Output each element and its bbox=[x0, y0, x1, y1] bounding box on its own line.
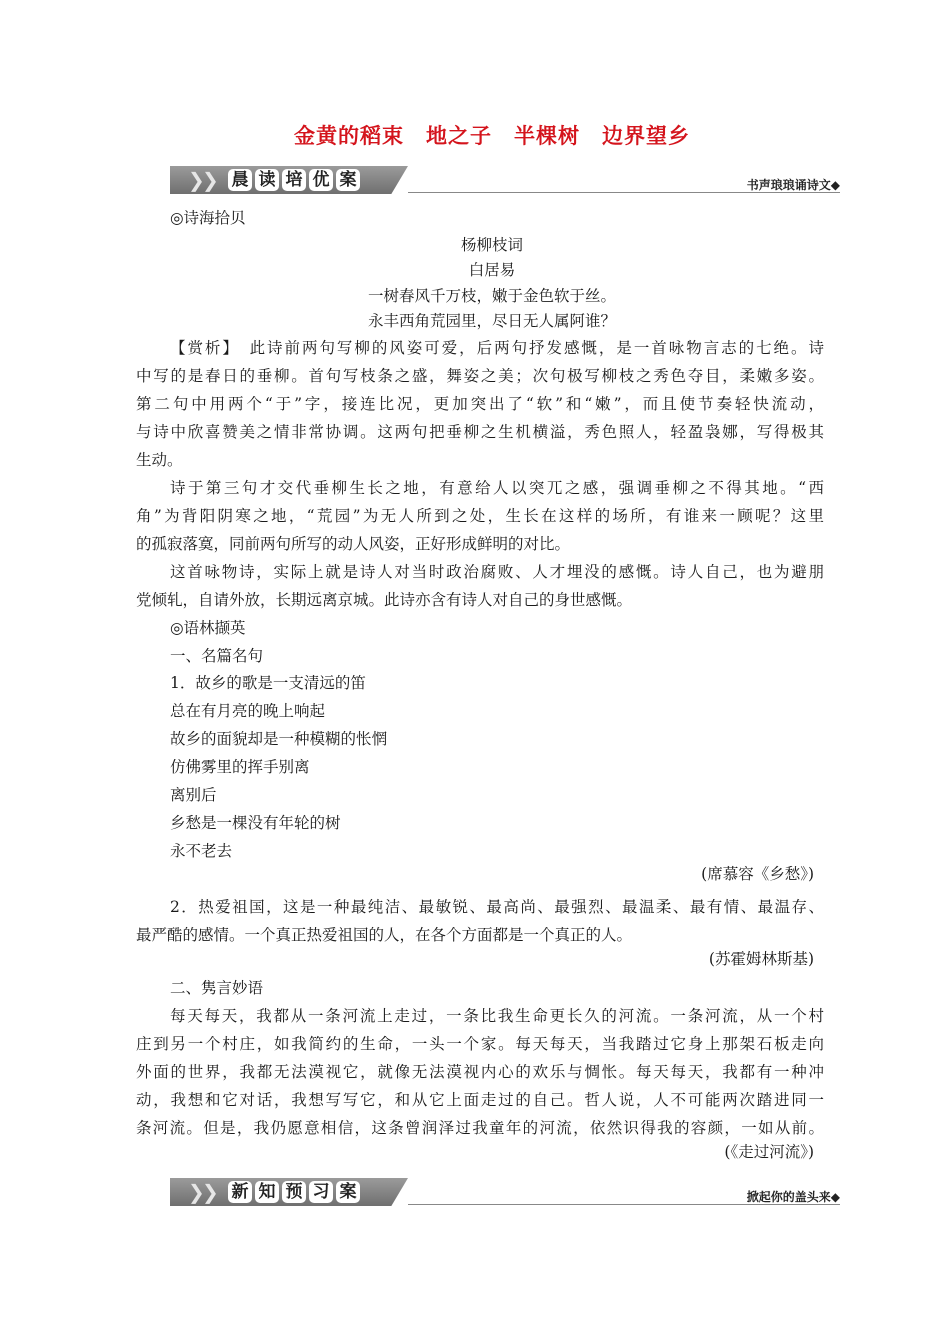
sub-heading: 二、隽言妙语 bbox=[170, 979, 264, 997]
banner-char: 案 bbox=[336, 1181, 360, 1203]
poem-line: 永丰西角荒园里，尽日无人属阿谁？ bbox=[367, 312, 616, 330]
section-banner-morning-reading bbox=[170, 166, 840, 196]
banner-char: 优 bbox=[309, 169, 333, 191]
quote-line: 最严酷的感情。一个真正热爱祖国的人，在各个方面都是一个真正的人。 bbox=[136, 926, 633, 944]
banner-char: 晨 bbox=[228, 169, 252, 191]
quote-line: 永不老去 bbox=[170, 842, 233, 860]
chevron-right-icon: ❯ bbox=[188, 1180, 205, 1204]
poem-author: 白居易 bbox=[468, 261, 516, 279]
analysis-line: 第二句中用两个“于”字，接连比况，更加突出了“软”和“嫩”，而且使节奏轻快流动， bbox=[136, 395, 824, 413]
section-banner-preview bbox=[170, 1178, 840, 1208]
page-title: 金黄的稻束 地之子 半棵树 边界望乡 bbox=[294, 124, 690, 148]
quote-line: 离别后 bbox=[170, 786, 217, 804]
banner-char: 读 bbox=[255, 169, 279, 191]
banner-char: 案 bbox=[336, 169, 360, 191]
essay-line: 每天每天，我都从一条河流上走过，一条比我生命更长久的河流。一条河流，从一个村 bbox=[170, 1007, 824, 1025]
essay-line: 条河流。但是，我仍愿意相信，这条曾润泽过我童年的河流，依然识得我的容颜，一如从前。 bbox=[136, 1119, 824, 1137]
analysis-line: 诗于第三句才交代垂柳生长之地，有意给人以突兀之感，强调垂柳之不得其地。“西 bbox=[170, 479, 824, 497]
banner-char: 习 bbox=[309, 1181, 333, 1203]
banner-char: 预 bbox=[282, 1181, 306, 1203]
analysis-line: 中写的是春日的垂柳。首句写枝条之盛，舞姿之美；次句极写柳枝之秀色夺目，柔嫩多姿。 bbox=[136, 367, 824, 385]
quote-line: 总在有月亮的晚上响起 bbox=[170, 702, 326, 720]
banner-label bbox=[228, 169, 360, 191]
section-heading-words: ◎语林撷英 bbox=[170, 619, 246, 637]
essay-line: 动，我想和它对话，我想写写它，和从它上面走过的自己。哲人说，人不可能两次踏进同一 bbox=[136, 1091, 824, 1109]
quote-line: 仿佛雾里的挥手别离 bbox=[170, 758, 310, 776]
analysis-line: 角”为背阳阴寒之地，“荒园”为无人所到之处，生长在这样的场所，有谁来一顾呢？这里 bbox=[136, 507, 824, 525]
essay-line: 外面的世界，我都无法漠视它，就像无法漠视内心的欢乐与惆怅。每天每天，我都有一种冲 bbox=[136, 1063, 824, 1081]
poem-title: 杨柳枝词 bbox=[460, 236, 523, 254]
section-heading-poetry: ◎诗海拾贝 bbox=[170, 209, 246, 227]
banner-char: 培 bbox=[282, 169, 306, 191]
banner-char: 新 bbox=[228, 1181, 252, 1203]
sub-heading: 一、名篇名句 bbox=[170, 647, 264, 665]
analysis-line: 党倾轧，自请外放，长期远离京城。此诗亦含有诗人对自己的身世感慨。 bbox=[136, 591, 633, 609]
analysis-line: 【赏析】 此诗前两句写柳的风姿可爱，后两句抒发感慨，是一首咏物言志的七绝。诗 bbox=[170, 339, 824, 357]
analysis-line: 生动。 bbox=[136, 451, 183, 469]
chevron-right-icon: ❯ bbox=[202, 168, 219, 192]
banner-char: 知 bbox=[255, 1181, 279, 1203]
quote-line: 1．故乡的歌是一支清远的笛 bbox=[170, 674, 366, 692]
chevron-right-icon: ❯ bbox=[188, 168, 205, 192]
banner-tagline: 书声琅琅诵诗文◆ bbox=[746, 178, 840, 192]
analysis-line: 的孤寂落寞，同前两句所写的动人风姿，正好形成鲜明的对比。 bbox=[136, 535, 571, 553]
chevron-right-icon: ❯ bbox=[202, 1180, 219, 1204]
citation: (苏霍姆林斯基) bbox=[708, 950, 814, 968]
banner-label bbox=[228, 1181, 360, 1203]
quote-line: 故乡的面貌却是一种模糊的怅惘 bbox=[170, 730, 388, 748]
banner-tagline: 掀起你的盖头来◆ bbox=[746, 1190, 840, 1204]
essay-line: 庄到另一个村庄，如我简约的生命，一头一个家。每天每天，当我踏过它身上那架石板走向 bbox=[136, 1035, 824, 1053]
citation: (《走过河流》) bbox=[724, 1143, 814, 1161]
poem-line: 一树春风千万枝，嫩于金色软于丝。 bbox=[367, 287, 616, 305]
analysis-line: 与诗中欣喜赞美之情非常协调。这两句把垂柳之生机横溢，秀色照人，轻盈袅娜，写得极其 bbox=[136, 423, 824, 441]
quote-line: 2．热爱祖国，这是一种最纯洁、最敏锐、最高尚、最强烈、最温柔、最有情、最温存、 bbox=[170, 898, 824, 916]
citation: (席慕容《乡愁》) bbox=[701, 865, 814, 883]
analysis-line: 这首咏物诗，实际上就是诗人对当时政治腐败、人才埋没的感慨。诗人自己，也为避朋 bbox=[170, 563, 824, 581]
quote-line: 乡愁是一棵没有年轮的树 bbox=[170, 814, 341, 832]
